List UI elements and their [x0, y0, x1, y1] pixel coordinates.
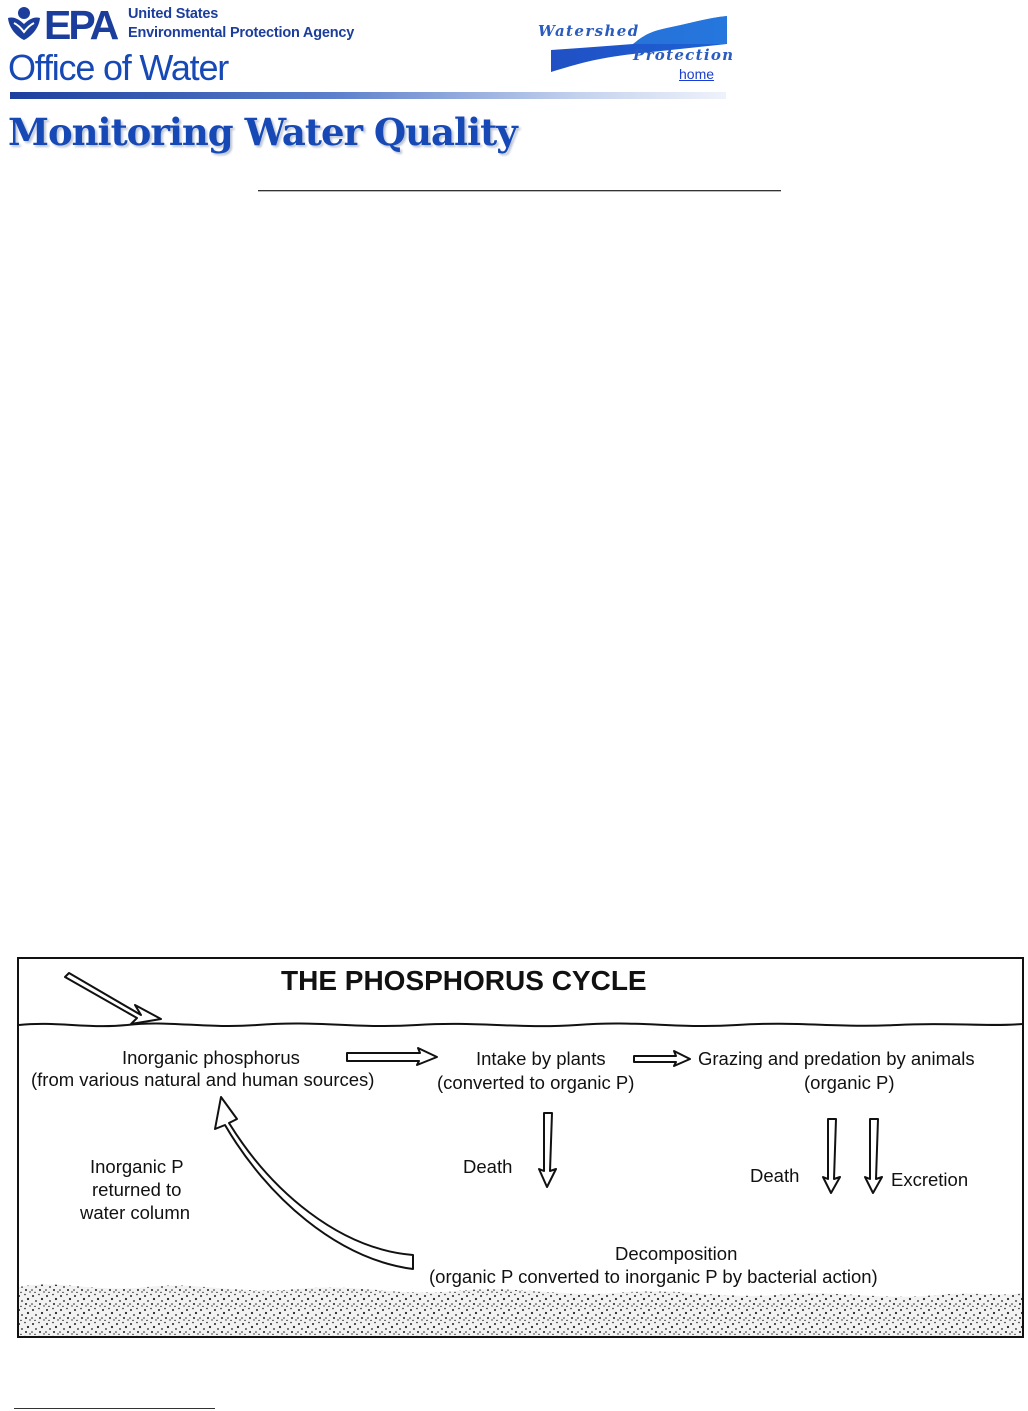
office-of-water: Office of Water — [8, 47, 229, 88]
label-returned-to: returned to — [92, 1179, 182, 1200]
epa-logo[interactable] — [6, 4, 126, 42]
agency-name — [128, 5, 354, 43]
banner-watershed: Watershed — [538, 22, 640, 40]
divider-top — [258, 190, 781, 192]
epa-flower-icon — [6, 4, 126, 42]
label-inorganic-p: Inorganic P — [90, 1156, 184, 1177]
label-organic-p: (organic P) — [804, 1072, 895, 1093]
page-title: Monitoring Water Quality — [8, 110, 517, 154]
label-death-animals: Death — [750, 1165, 800, 1186]
label-death-plants: Death — [463, 1156, 513, 1177]
label-water-column: water column — [80, 1202, 191, 1223]
label-decomposition: Decomposition — [615, 1243, 738, 1264]
agency-line-1: United States — [128, 6, 219, 22]
label-intake-by-plants: Intake by plants — [476, 1048, 606, 1069]
label-grazing-predation: Grazing and predation by animals — [698, 1048, 975, 1069]
phosphorus-cycle-diagram — [17, 957, 1024, 1338]
label-inorganic-phosphorus: Inorganic phosphorus — [122, 1047, 300, 1068]
epa-wordmark: EPA — [44, 4, 117, 42]
banner-protection: Protection — [633, 46, 735, 64]
label-converted-organic: (converted to organic P) — [437, 1072, 635, 1093]
header-gradient-rule — [10, 92, 726, 99]
label-decomposition-detail: (organic P converted to inorganic P by bacterial action) — [429, 1266, 878, 1287]
label-inorganic-sources: (from various natural and human sources) — [31, 1069, 375, 1090]
agency-line-2: Environmental Protection Agency — [128, 25, 355, 41]
home-link[interactable]: home — [679, 66, 715, 82]
diagram-title: THE PHOSPHORUS CYCLE — [281, 965, 647, 996]
divider-bottom — [14, 1408, 215, 1409]
label-excretion: Excretion — [891, 1169, 969, 1190]
